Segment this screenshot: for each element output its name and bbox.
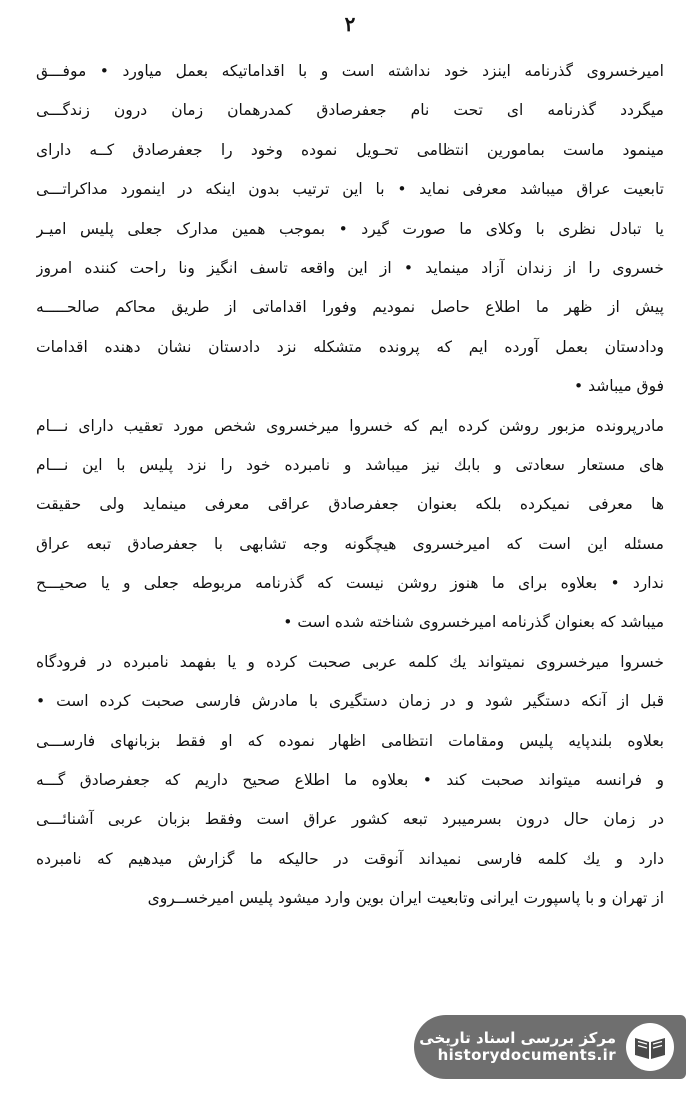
text-line: دارد و یك کلمه فارسی نمیداند آنوقت در حالیکه ما گزارش میدهیم که نامبرده <box>36 849 664 868</box>
text-line: ها معرفی نمیکرده بلکه بعنوان جعفرصادق عراقی معرفی مینماید ولی حقیقت <box>36 495 664 514</box>
text-line: و فرانسه میتواند صحبت کند • بعلاوه ما اطلاع صحیح داریم که جعفرصادق گـــه <box>36 771 664 790</box>
open-book-logo-icon <box>624 1021 676 1073</box>
text-line: ندارد • بعلاوه برای ما هنوز روشن نیست که گذرنامه مربوطه جعلی و یا صحیـــح <box>36 574 664 593</box>
page-number: ۲ <box>344 12 356 36</box>
text-line: یا تبادل نظری با وکلای ما صورت گیرد • بموجب همین مدارک جعلی پلیس امیـر <box>36 219 664 238</box>
text-line: های مستعار سعادتی و بابك نیز میباشد و نامبرده خود را نزد پلیس با این نـــام <box>36 455 664 474</box>
text-line: از تهران و با پاسپورت ایرانی وتابعیت ایران بوین وارد میشود پلیس امیرخســروی <box>147 889 664 908</box>
text-line: میباشد که بعنوان گذرنامه امیرخسروی شناخته شده است • <box>283 613 664 632</box>
watermark-name: مرکز بررسی اسناد تاریخی <box>419 1028 616 1047</box>
text-line: فوق میباشد • <box>574 377 664 396</box>
text-line: مینمود ماست بمامورین انتظامی تحـویل نموده وخود را جعفرصادق کــه دارای <box>36 140 664 159</box>
text-line: میگردد گذرنامه ای تحت نام جعفرصادق کمدرهمان زمان درون زندگـــی <box>36 101 664 120</box>
text-line: مسئله این است که امیرخسروی هیچگونه وجه تشابهی با جعفرصادق تبعه عراق <box>36 534 664 553</box>
text-line: خسروا میرخسروی نمیتواند یك کلمه عربی صحبت کرده و یا بفهمد نامبرده در فرودگاه <box>36 652 664 671</box>
text-line: خسروی را از زندان آزاد مینماید • از این واقعه تاسف انگیز ونا راحت کننده امروز <box>36 258 664 277</box>
watermark-url: historydocuments.ir <box>437 1046 616 1064</box>
text-line: در زمان حال درون بسرمیبرد تبعه کشور عراق است وفقط بزبان عربی آشنائـــی <box>36 810 664 829</box>
text-line: ودادستان بعمل آورده ایم که پرونده متشکله نزد دادستان نشان دهنده اقدامات <box>36 337 664 356</box>
text-line: پیش از ظهر ما اطلاع حاصل نمودیم وفورا اقداماتی از طریق محاکم صالحـــــه <box>36 298 664 317</box>
text-line: بعلاوه بلندپایه پلیس ومقامات انتظامی اظهار نموده که او فقط بزبانهای فارســـی <box>36 731 664 750</box>
text-line: مادرپرونده مزبور روشن کرده ایم که خسروا میرخسروی شخص مورد تعقیب دارای نـــام <box>36 416 664 435</box>
text-line: امیرخسروی گذرنامه اینزد خود نداشته است و با اقداماتیکه بعمل میاورد • موفـــق <box>36 62 664 80</box>
text-line: قبل از آنکه دستگیر شود و در زمان دستگیری با مادرش فارسی صحبت کرده است • <box>36 692 664 711</box>
archive-watermark <box>414 1015 686 1079</box>
text-line: تابعیت عراق میباشد معرفی نماید • با این ترتیب بدون اینکه در اینمورد مداکراتـــی <box>36 180 664 199</box>
document-body <box>36 52 664 919</box>
